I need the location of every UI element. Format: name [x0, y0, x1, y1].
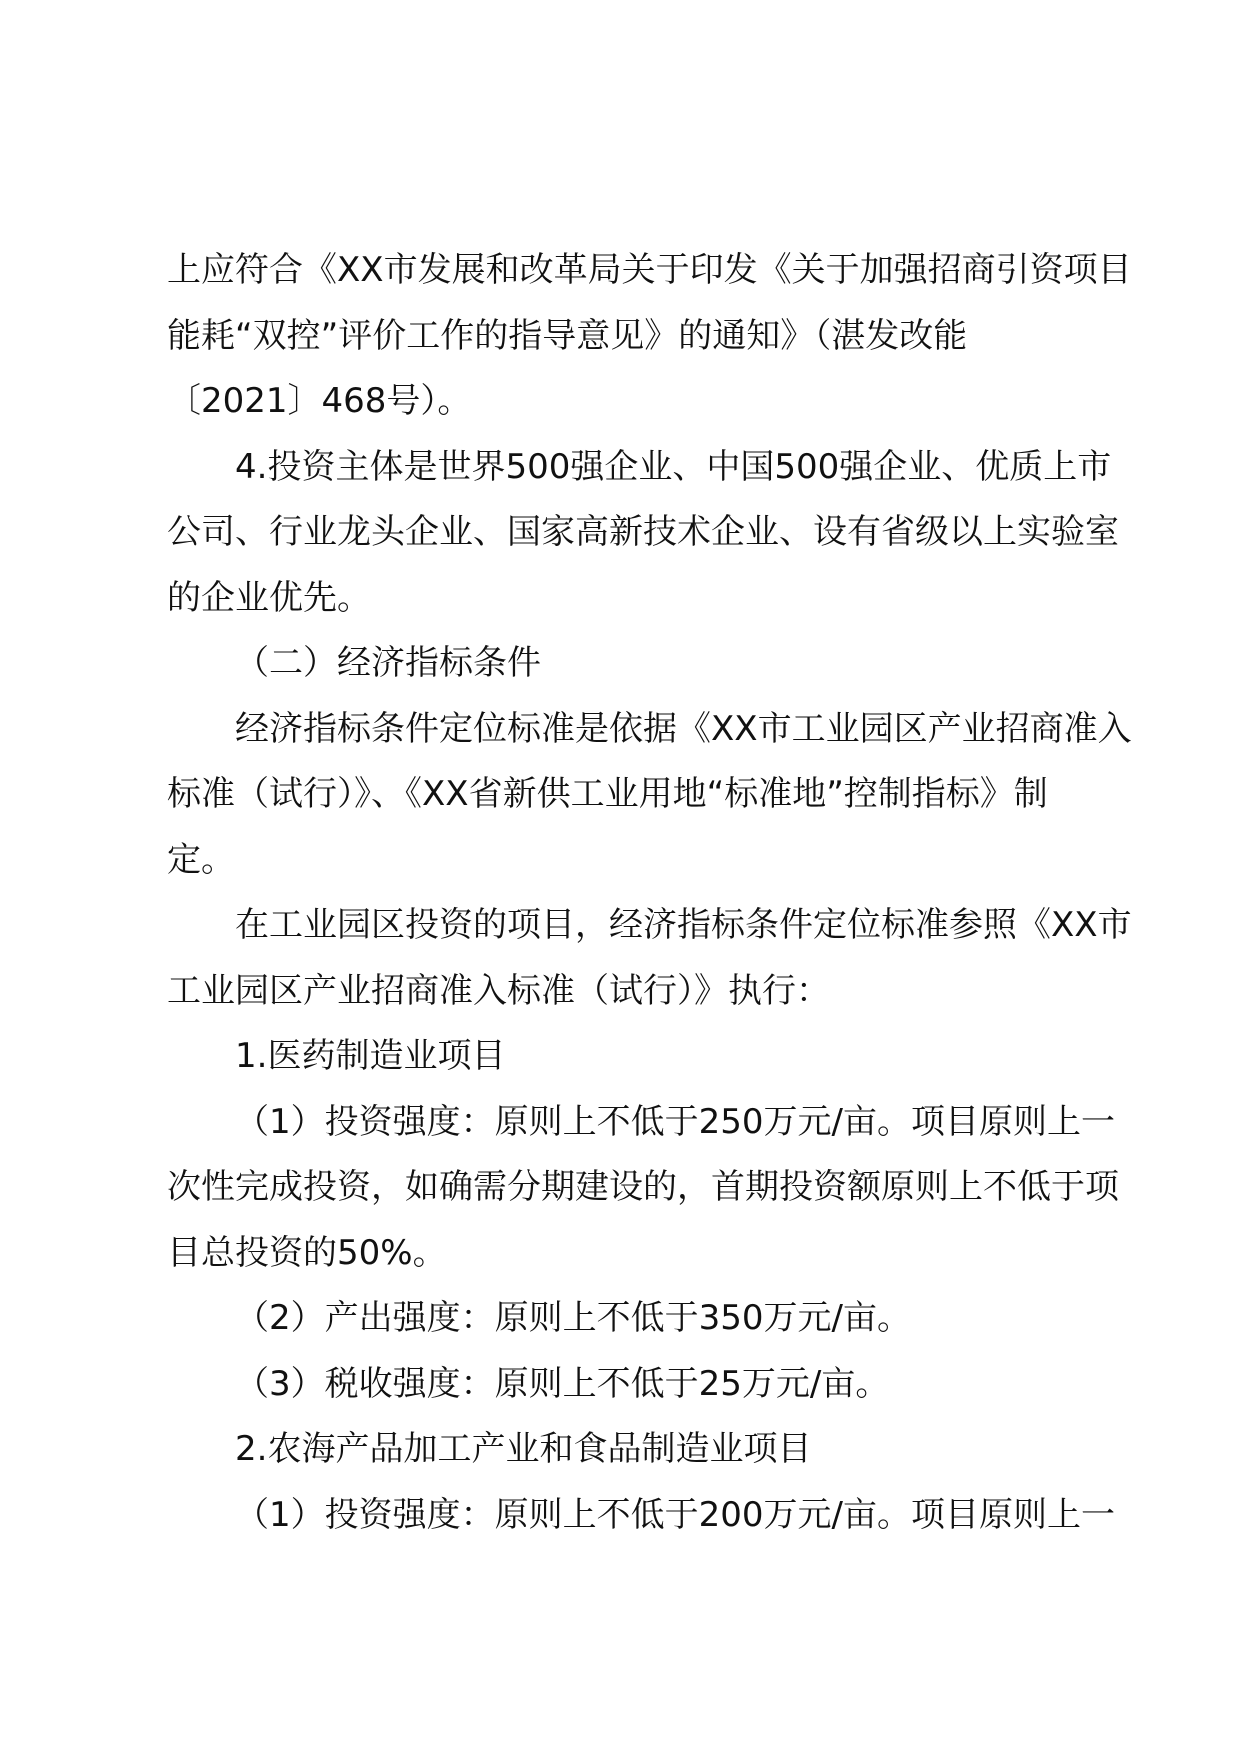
subsection-heading: 2.农海产品加工产业和食品制造业项目 — [235, 1429, 812, 1469]
text-line: 目总投资的50%。 — [167, 1232, 447, 1273]
text-line: 次性完成投资，如确需分期建设的，首期投资额原则上不低于项 — [167, 1167, 1119, 1207]
text-line: 定。 — [167, 839, 235, 880]
text-line: 在工业园区投资的项目，经济指标条件定位标准参照《XX市 — [235, 905, 1132, 945]
text-line: （1）投资强度：原则上不低于250万元/亩。项目原则上一 — [235, 1101, 1115, 1142]
section-heading: （二）经济指标条件 — [235, 643, 541, 683]
text-line: 上应符合《XX市发展和改革局关于印发《关于加强招商引资项目 — [167, 250, 1132, 290]
text-line: 标准（试行）》、《XX省新供工业用地“标准地”控制指标》制 — [167, 774, 1048, 814]
text-line: 工业园区产业招商准入标准（试行）》执行： — [167, 970, 830, 1011]
text-line: 能耗“双控”评价工作的指导意见》的通知》（湛发改能 — [167, 315, 968, 356]
subsection-heading: 1.医药制造业项目 — [235, 1036, 506, 1076]
text-line: （2）产出强度：原则上不低于350万元/亩。 — [235, 1298, 911, 1338]
document-body — [167, 238, 1132, 1548]
text-line: 经济指标条件定位标准是依据《XX市工业园区产业招商准入 — [235, 708, 1132, 749]
text-line: （1）投资强度：原则上不低于200万元/亩。项目原则上一 — [235, 1494, 1115, 1535]
text-line: 〔2021〕468号）。 — [167, 381, 472, 421]
text-line: 的企业优先。 — [167, 577, 371, 618]
text-line: 4.投资主体是世界500强企业、中国500强企业、优质上市 — [235, 446, 1112, 487]
text-line: （3）税收强度：原则上不低于25万元/亩。 — [235, 1363, 890, 1404]
text-line: 公司、行业龙头企业、国家高新技术企业、设有省级以上实验室 — [167, 512, 1119, 552]
